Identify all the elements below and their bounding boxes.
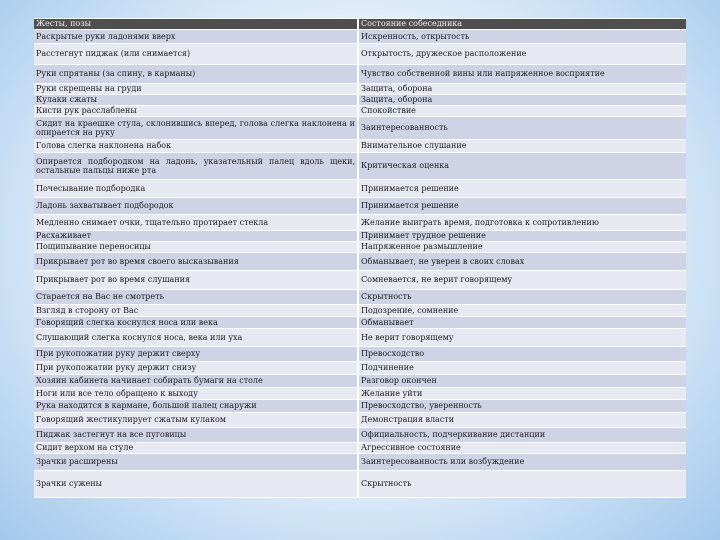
gesture-cell: Говорящий слегка коснулся носа или века — [34, 317, 358, 329]
gesture-cell: Зрачки сужены — [34, 471, 358, 498]
table-row — [34, 375, 686, 388]
table-row — [34, 242, 686, 253]
gesture-cell: Расстегнут пиджак (или снимается) — [34, 44, 358, 65]
state-cell: Подозрение, сомнение — [358, 305, 686, 317]
gesture-cell: Пощипывание переносицы — [34, 242, 358, 253]
table-row — [34, 388, 686, 400]
gesture-cell: Кисти рук расслаблены — [34, 106, 358, 117]
state-cell: Обманывает, не уверен в своих словах — [358, 253, 686, 271]
gesture-cell: Опирается подбородком на ладонь, указательный палец вдоль щеки, остальные пальцы ниже рта — [34, 153, 358, 180]
table-row — [34, 65, 686, 84]
table-row — [34, 428, 686, 443]
gesture-cell: Медленно снимает очки, тщательно протирает стекла — [34, 215, 358, 231]
state-cell: Агрессивное состояние — [358, 443, 686, 454]
gesture-cell: Раскрытые руки ладонями вверх — [34, 30, 358, 44]
state-cell: Превосходство — [358, 347, 686, 362]
table-row — [34, 231, 686, 242]
state-cell: Скрытность — [358, 471, 686, 498]
table-row — [34, 443, 686, 454]
table-row — [34, 271, 686, 290]
state-cell: Критическая оценка — [358, 153, 686, 180]
table-row — [34, 317, 686, 329]
table-row — [34, 362, 686, 375]
state-cell: Открытость, дружеское расположение — [358, 44, 686, 65]
table-row — [34, 180, 686, 198]
gesture-cell: Прикрывает рот во время своего высказывания — [34, 253, 358, 271]
state-cell: Внимательное слушание — [358, 140, 686, 153]
table-row — [34, 117, 686, 140]
table-row — [34, 95, 686, 106]
state-cell: Принимает трудное решение — [358, 231, 686, 242]
gesture-cell: Зрачки расширены — [34, 454, 358, 471]
gesture-cell: Почесывание подбородка — [34, 180, 358, 198]
gestures-table — [34, 18, 686, 498]
table-row — [34, 347, 686, 362]
gesture-cell: Старается на Вас не смотреть — [34, 290, 358, 305]
table-row — [34, 454, 686, 471]
gesture-cell: Кулаки сжаты — [34, 95, 358, 106]
table-row — [34, 44, 686, 65]
gesture-cell: Рука находится в кармане, большой палец снаружи — [34, 400, 358, 413]
table-row — [34, 413, 686, 428]
state-cell: Защита, оборона — [358, 95, 686, 106]
table-header-row — [34, 19, 686, 30]
header-gestures: Жесты, позы — [34, 19, 358, 30]
gesture-cell: Говорящий жестикулирует сжатым кулаком — [34, 413, 358, 428]
table-row — [34, 215, 686, 231]
table-row — [34, 106, 686, 117]
gestures-table-frame — [34, 18, 686, 498]
state-cell: Желание уйти — [358, 388, 686, 400]
state-cell: Подчинение — [358, 362, 686, 375]
state-cell: Заинтересованность или возбуждение — [358, 454, 686, 471]
gesture-cell: Расхаживает — [34, 231, 358, 242]
table-row — [34, 400, 686, 413]
table-row — [34, 471, 686, 498]
table-row — [34, 84, 686, 95]
table-row — [34, 198, 686, 215]
table-body — [34, 19, 686, 498]
gesture-cell: Руки спрятаны (за спину, в карманы) — [34, 65, 358, 84]
table-row — [34, 290, 686, 305]
state-cell: Чувство собственной вины или напряженное восприятие — [358, 65, 686, 84]
gesture-cell: Сидит на краешке стула, склонившись вперед, голова слегка наклонена и опирается на руку — [34, 117, 358, 140]
table-row — [34, 253, 686, 271]
state-cell: Желание выиграть время, подготовка к сопротивлению — [358, 215, 686, 231]
gesture-cell: При рукопожатии руку держит сверху — [34, 347, 358, 362]
state-cell: Демонстрация власти — [358, 413, 686, 428]
table-row — [34, 153, 686, 180]
gesture-cell: Хозяин кабинета начинает собирать бумаги на столе — [34, 375, 358, 388]
gesture-cell: Прикрывает рот во время слушания — [34, 271, 358, 290]
gesture-cell: Пиджак застегнут на все пуговицы — [34, 428, 358, 443]
state-cell: Принимается решение — [358, 180, 686, 198]
table-row — [34, 305, 686, 317]
state-cell: Принимается решение — [358, 198, 686, 215]
state-cell: Защита, оборона — [358, 84, 686, 95]
state-cell: Заинтересованность — [358, 117, 686, 140]
gesture-cell: Голова слегка наклонена набок — [34, 140, 358, 153]
state-cell: Обманывает — [358, 317, 686, 329]
table-row — [34, 140, 686, 153]
gesture-cell: Ноги или все тело обращено к выходу — [34, 388, 358, 400]
gesture-cell: При рукопожатии руку держит снизу — [34, 362, 358, 375]
state-cell: Искренность, открытость — [358, 30, 686, 44]
gesture-cell: Руки скрещены на груди — [34, 84, 358, 95]
state-cell: Разговор окончен — [358, 375, 686, 388]
state-cell: Превосходство, уверенность — [358, 400, 686, 413]
gesture-cell: Сидит верхом на стуле — [34, 443, 358, 454]
state-cell: Официальность, подчеркивание дистанции — [358, 428, 686, 443]
header-state: Состояние собеседника — [358, 19, 686, 30]
table-row — [34, 30, 686, 44]
state-cell: Скрытность — [358, 290, 686, 305]
state-cell: Спокойствие — [358, 106, 686, 117]
table-row — [34, 329, 686, 347]
state-cell: Сомневается, не верит говорящему — [358, 271, 686, 290]
gesture-cell: Взгляд в сторону от Вас — [34, 305, 358, 317]
gesture-cell: Ладонь захватывает подбородок — [34, 198, 358, 215]
state-cell: Не верит говорящему — [358, 329, 686, 347]
state-cell: Напряженное размышление — [358, 242, 686, 253]
gesture-cell: Слушающий слегка коснулся носа, века или уха — [34, 329, 358, 347]
